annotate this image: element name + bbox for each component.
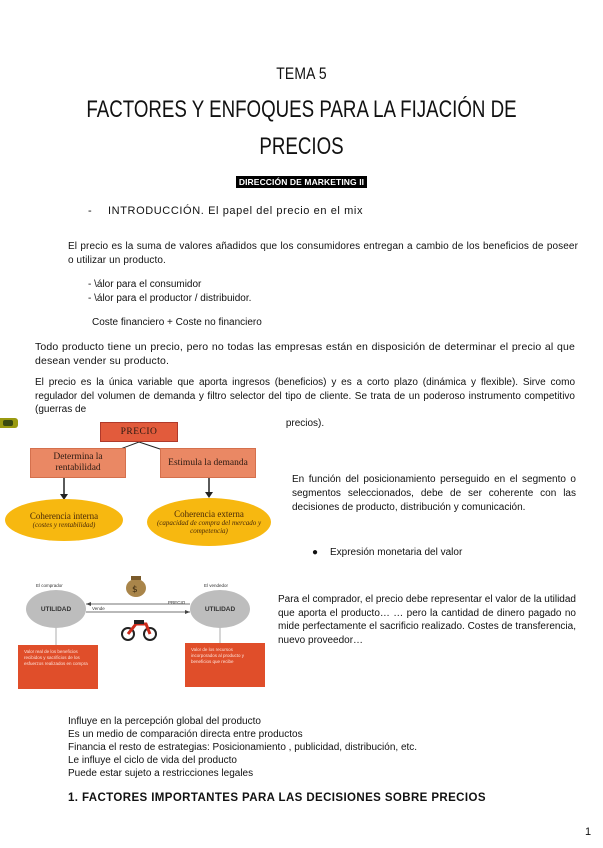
buyer-label: El comprador xyxy=(36,583,63,588)
seller-value-box: Valor de los recursos incorporados al producto y beneficios que recibe xyxy=(185,643,265,687)
precio-box: PRECIO xyxy=(100,422,178,442)
external-coherence-ellipse xyxy=(147,498,271,546)
subject-label: DIRECCIÓN DE MARKETING II xyxy=(236,176,367,188)
intro-heading xyxy=(88,205,363,217)
page-title-line1: FACTORES Y ENFOQUES PARA LA FIJACIÓN DE xyxy=(86,96,517,123)
monetary-value-bullet xyxy=(312,547,462,558)
section-heading: 1. FACTORES IMPORTANTES PARA LAS DECISIONES SOBRE PRECIOS xyxy=(68,792,486,804)
cost-line: Coste financiero + Coste no financiero xyxy=(92,317,262,328)
sell-arrowhead xyxy=(185,610,190,614)
bullet-dot: ● xyxy=(312,547,319,558)
list-item: Influye en la percepción global del producto xyxy=(68,716,261,727)
tema-label: TEMA 5 xyxy=(276,64,327,83)
internal-coherence-ellipse xyxy=(5,499,123,541)
rentabilidad-box: Determina la rentabilidad xyxy=(30,448,126,478)
subject-banner xyxy=(0,172,603,190)
buyer-utility-circle: UTILIDAD xyxy=(26,590,86,628)
seller-label: El vendedor xyxy=(204,583,229,588)
seller-utility-circle: UTILIDAD xyxy=(190,590,250,628)
list-item: Financia el resto de estrategias: Posicionamiento , publicidad, distribución, etc. xyxy=(68,742,418,753)
list-item: Puede estar sujeto a restricciones legales xyxy=(68,768,254,779)
positioning-paragraph: En función del posicionamiento perseguido en el segmento o segmentos seleccionados, debe de ser coherente con las decisiones de producto, distribución y comunicación. xyxy=(292,474,576,513)
internal-coherence-title: Coherencia interna xyxy=(29,511,99,521)
variable-paragraph-text: El precio es la única variable que aporta ingresos (beneficios) y es a corto plazo (dinámica y flexible). Sirve como regulador del volumen de demanda y filtro selector del tipo de cliente. Se trata de un poderoso instrumento competitivo (guerras de xyxy=(35,377,575,415)
money-bag-neck xyxy=(131,576,141,580)
intro-text: INTRODUCCIÓN. El papel del precio en el mix xyxy=(108,205,364,217)
buyer-value-box: Valor real de los beneficios recibidos y sacrificios de los esfuerzos realizados en compra xyxy=(18,645,98,689)
sell-arrow-label: Vende xyxy=(92,606,105,611)
bullet-producer-value: - \álor para el productor / distribuidor. xyxy=(88,293,252,304)
svg-text:$: $ xyxy=(132,585,138,595)
buyer-value-paragraph: Para el comprador, el precio debe representar el valor de la utilidad que aporta el producto… … pero la cantidad de dinero pagado no mide perfectamente el sacrificio realizado. Costes de transferencia, nuevo proveedor… xyxy=(278,594,576,646)
demanda-box: Estimula la demanda xyxy=(160,448,256,478)
pricing-paragraph: Todo producto tiene un precio, pero no todas las empresas están en disposición de determinar el precio al que desean vender su producto. xyxy=(35,341,575,367)
price-arrow-label: PRECIO xyxy=(168,600,186,605)
definition-paragraph: El precio es la suma de valores añadidos que los consumidores entregan a cambio de los beneficios de poseer o utilizar un producto. xyxy=(68,241,578,266)
variable-paragraph-end: precios). xyxy=(285,417,325,429)
internal-coherence-sub: (costes y rentabilidad) xyxy=(32,521,96,529)
list-item: Le influye el ciclo de vida del producto xyxy=(68,755,237,766)
page-number: 1 xyxy=(585,826,592,838)
page-title-line2: PRECIOS xyxy=(259,133,344,160)
external-coherence-sub: (capacidad de compra del mercado y competencia) xyxy=(156,519,262,535)
monetary-value-text: Expresión monetaria del valor xyxy=(330,547,463,558)
bullet-consumer-value: - \álor para el consumidor xyxy=(88,279,202,290)
external-coherence-title: Coherencia externa xyxy=(174,509,244,519)
intro-dash: - xyxy=(88,205,93,217)
list-item: Es un medio de comparación directa entre productos xyxy=(68,729,303,740)
price-arrowhead xyxy=(86,602,91,606)
